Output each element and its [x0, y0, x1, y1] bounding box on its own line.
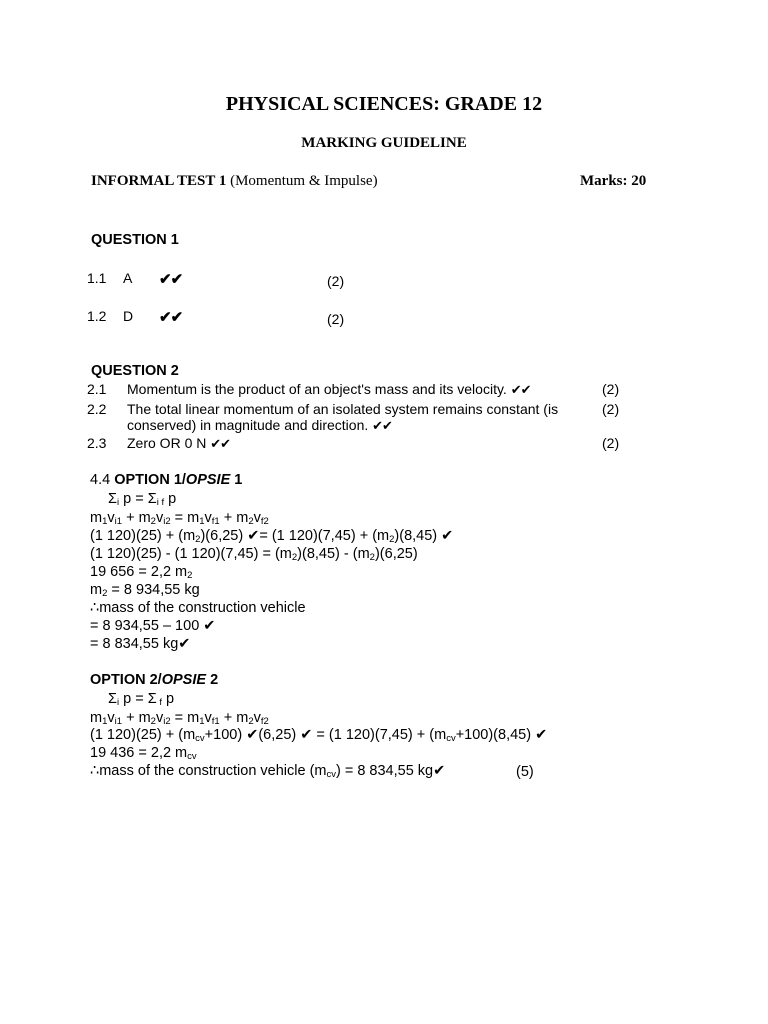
option-1-conclusion: ∴mass of the construction vehicle: [90, 600, 306, 616]
q2-2-marks: (2): [602, 401, 620, 417]
option-1-subtraction: = 8 934,55 – 100 ✔: [90, 618, 216, 634]
q1-1-ticks: ✔✔: [159, 271, 183, 288]
option-1-m2-result: $m_2 = 8$ 934,55 kg: [90, 582, 200, 599]
q1-2-ticks: ✔✔: [159, 309, 183, 326]
q2-1-text: Momentum is the product of an object's mass and its velocity. ✔✔: [127, 381, 531, 397]
q2-3-marks: (2): [602, 435, 620, 451]
option-2-momentum-equation: $m_1v_{i1} + m_2v_{i2} = m_1v_{f1} + m_2v_{f2}$: [90, 710, 269, 727]
page-title: PHYSICAL SCIENCES: GRADE 12: [225, 93, 543, 115]
total-marks: Marks: 20: [580, 173, 647, 189]
option-1-momentum-sum: $\Sigma_i$ $p = \Sigma_{i f}$ p: [108, 491, 177, 508]
q2-2-number: 2.2: [87, 401, 107, 417]
test-name: INFORMAL TEST 1: [91, 173, 227, 189]
option-1-final-answer: = 8 834,55 kg✔: [90, 636, 191, 652]
q2-1-ticks: ✔✔: [510, 382, 531, 397]
q1-1-answer: A: [123, 270, 133, 286]
q1-1-marks: (2): [327, 273, 345, 289]
q2-1-marks: (2): [602, 381, 620, 397]
q2-2-text-line2: conserved) in magnitude and direction. ✔✔: [127, 417, 392, 433]
q1-2-answer: D: [123, 308, 134, 324]
test-topic: (Momentum & Impulse): [226, 173, 378, 189]
option-2-final-answer: ∴mass of the construction vehicle $(m_{cv}) = 8$ 834,55 kg✔: [90, 763, 446, 780]
q2-3-number: 2.3: [87, 435, 107, 451]
question-1-heading: QUESTION 1: [91, 232, 179, 248]
q2-2-text: The total linear momentum of an isolated system remains constant (is: [127, 401, 559, 417]
option-2-heading: OPTION 2/OPSIE 2: [90, 672, 219, 688]
q1-1-number: 1.1: [87, 270, 107, 286]
page-subtitle: MARKING GUIDELINE: [301, 135, 467, 151]
q2-3-ticks: ✔✔: [210, 436, 231, 451]
option-1-rearrangement: (1 120)(25) - (1 $120)(7,45) = (m_2)(8,45) - (m_2)(6,25)$: [90, 546, 418, 563]
option-2-simplified: 19 436 = 2,2 $m_{cv}$: [90, 745, 197, 762]
option-1-substitution: (1 $120)(25) + (m_2)(6,25)$ ✔= (1 $120)(7,45) + (m_2)(8,45)$ ✔: [90, 528, 454, 545]
option-2-marks: (5): [516, 764, 534, 780]
option-1-momentum-equation: $m_1v_{i1} + m_2v_{i2} = m_1v_{f1} + m_2v_{f2}$: [90, 510, 269, 527]
option-1-simplified: 19 656 = 2,2 $m_2$: [90, 564, 193, 581]
q1-2-number: 1.2: [87, 308, 107, 324]
q2-3-text: Zero OR 0 N ✔✔: [127, 435, 231, 451]
test-info: [91, 173, 378, 190]
question-2-heading: QUESTION 2: [91, 363, 179, 379]
q2-2-ticks: ✔✔: [372, 418, 392, 433]
q1-2-marks: (2): [327, 311, 345, 327]
option-2-substitution: (1 $120)(25) + (m_{cv}+100)$ ✔(6,25) ✔ = (1 $120)(7,45) + (m_{cv}+100)(8,45)$ ✔: [90, 727, 548, 744]
option-1-heading: 4.4 OPTION 1/OPSIE 1: [90, 472, 243, 488]
option-2-momentum-sum: $\Sigma_i$ p = Σ $_f$ p: [108, 691, 175, 708]
q2-1-number: 2.1: [87, 381, 107, 397]
